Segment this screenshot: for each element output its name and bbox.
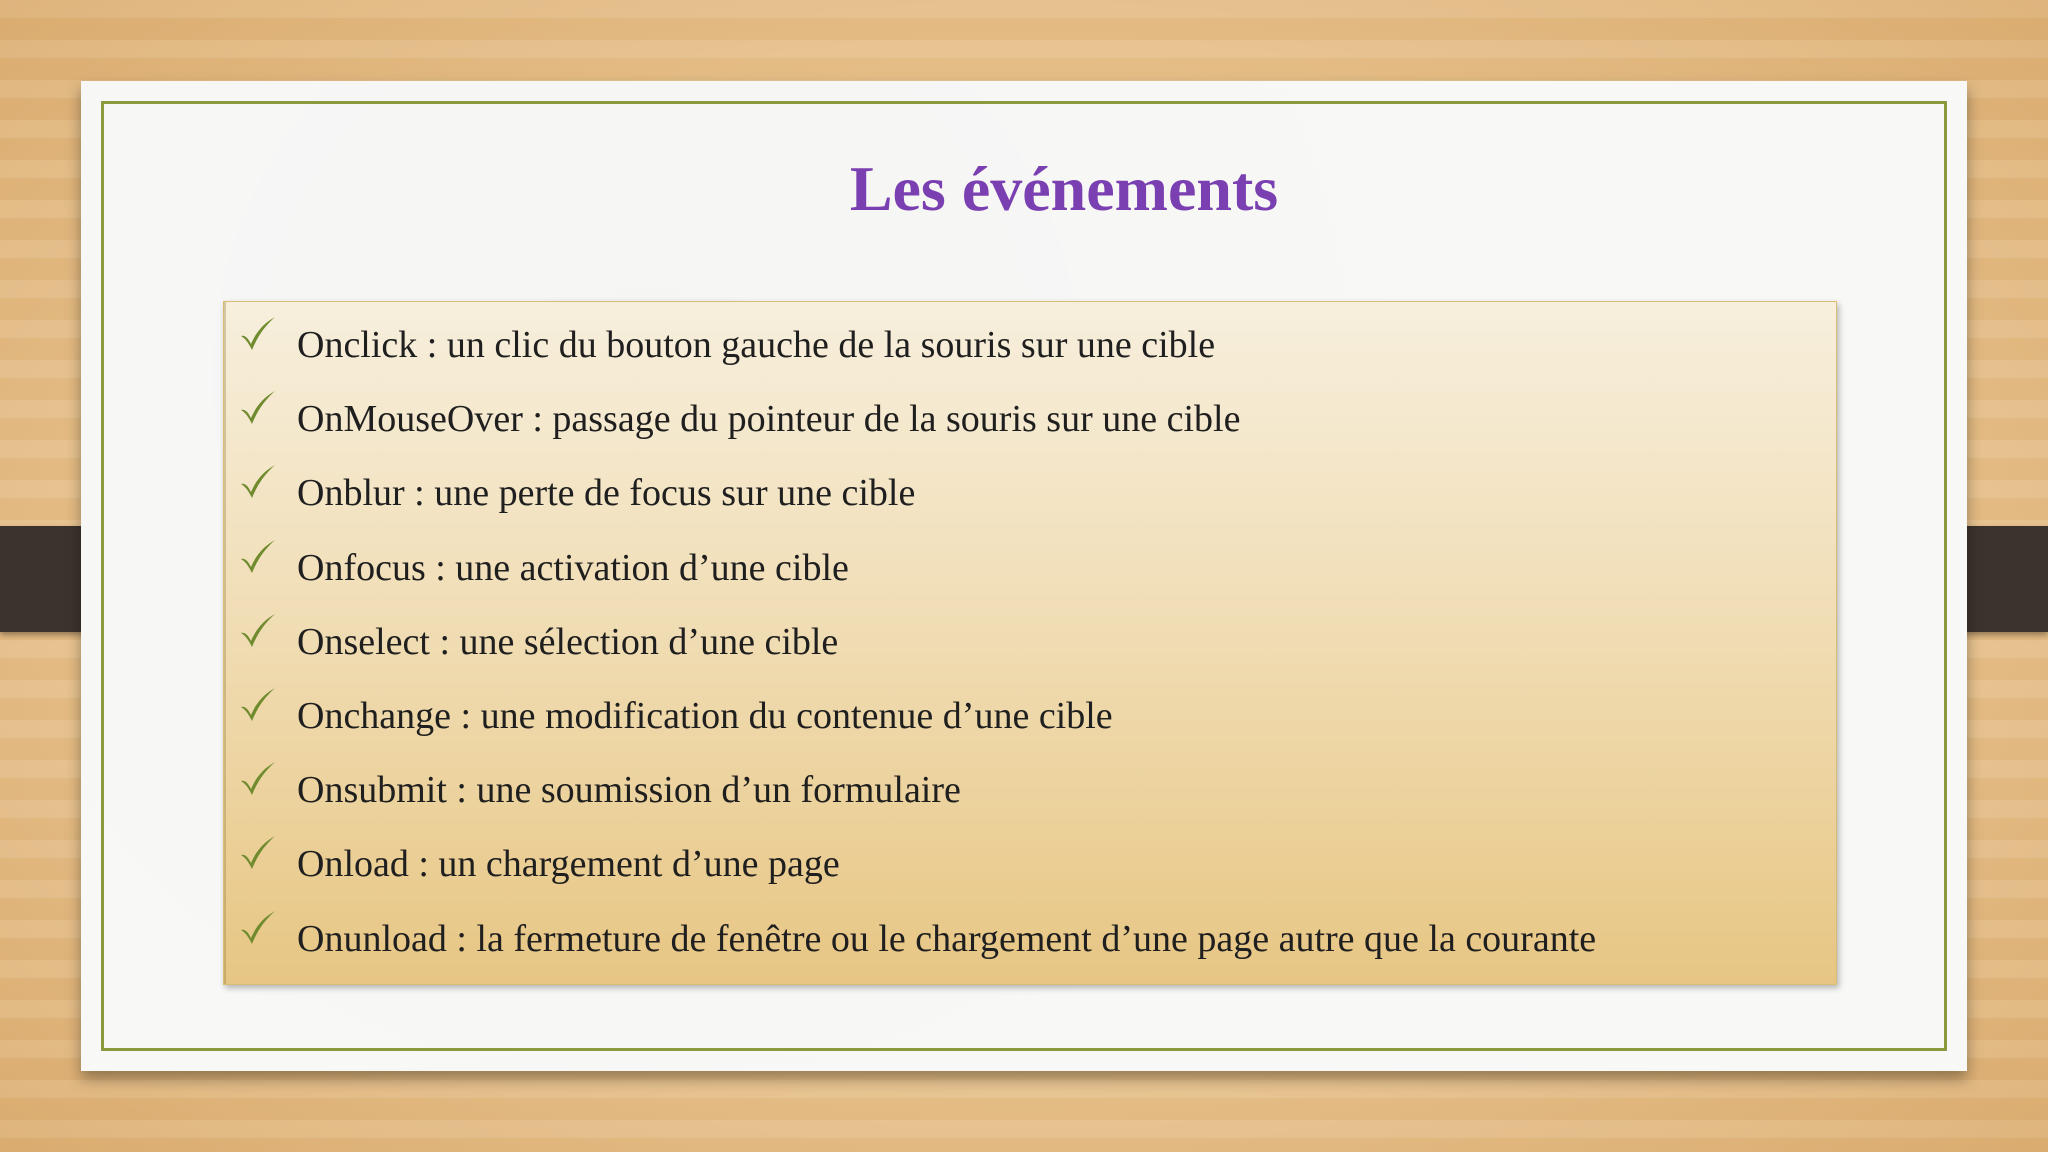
checkmark-icon [238, 611, 278, 651]
event-text: Onload : un chargement d’une page [297, 843, 840, 886]
event-text: Onunload : la fermeture de fenêtre ou le chargement d’une page autre que la courante [297, 917, 1597, 960]
checkmark-icon [238, 314, 278, 354]
list-item [224, 531, 1836, 605]
list-item [224, 605, 1836, 679]
list-item [224, 827, 1836, 901]
checkmark-icon [238, 685, 278, 725]
slide [81, 81, 1967, 1071]
checkmark-icon [238, 537, 278, 577]
list-item [224, 753, 1836, 827]
checkmark-icon [238, 759, 278, 799]
checkmark-icon [238, 462, 278, 502]
checkmark-icon [238, 833, 278, 873]
checkmark-icon [238, 908, 278, 948]
list-item [224, 382, 1836, 456]
list-item [224, 308, 1836, 382]
list-item [224, 456, 1836, 530]
checkmark-icon [238, 388, 278, 428]
list-item [224, 679, 1836, 753]
event-text: Onblur : une perte de focus sur une cible [297, 472, 916, 515]
list-item [224, 902, 1836, 976]
event-text: Onsubmit : une soumission d’un formulaire [297, 769, 961, 812]
event-text: Onfocus : une activation d’une cible [297, 546, 849, 589]
slide-title: Les événements [849, 153, 1279, 224]
event-text: Onselect : une sélection d’une cible [297, 620, 839, 663]
event-text: Onclick : un clic du bouton gauche de la souris sur une cible [297, 324, 1216, 367]
event-text: Onchange : une modification du contenue d’une cible [297, 695, 1113, 738]
event-list [224, 308, 1836, 976]
content-box [223, 301, 1837, 985]
event-text: OnMouseOver : passage du pointeur de la souris sur une cible [297, 398, 1241, 441]
